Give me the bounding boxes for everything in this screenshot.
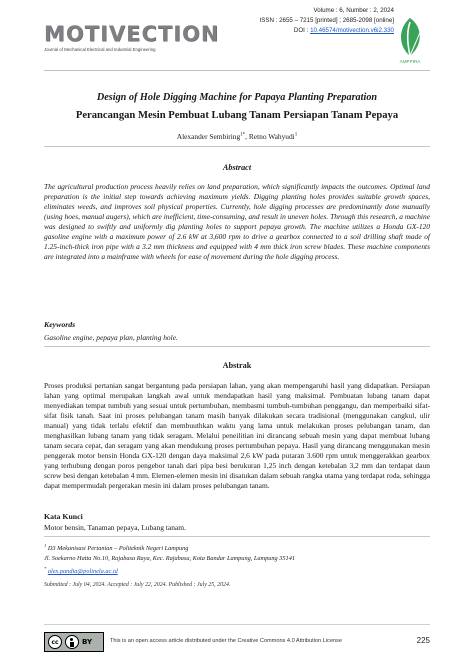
author-1: Alexander Sembiring xyxy=(176,132,241,141)
divider-1 xyxy=(44,146,430,147)
divider-2 xyxy=(44,346,430,347)
cc-license-badge[interactable] xyxy=(44,632,104,652)
doi-label: DOI : xyxy=(293,27,311,34)
page-number: 225 xyxy=(416,636,430,645)
issn-line: ISSN : 2655 – 7215 [printed] ; 2685-2098 [online] xyxy=(259,17,394,24)
partner-label: AMPPIRA xyxy=(399,59,421,64)
partner-logo xyxy=(392,16,428,64)
volume-line: Volume : 6, Number : 2, 2024 xyxy=(313,7,394,14)
email-link[interactable]: alex.pandia@polinela.ac.id xyxy=(47,568,118,576)
footer-divider xyxy=(44,624,430,625)
kata-kunci-heading: Kata Kunci xyxy=(44,512,83,521)
by-label: BY xyxy=(82,638,93,646)
logo-wordmark: MOTIVECTION xyxy=(44,22,220,46)
affiliation-sup: 1 xyxy=(44,543,47,548)
journal-logo xyxy=(44,22,220,64)
affiliation xyxy=(44,541,430,564)
affiliation-line-1: $^1$ D3 Mekanisasi Pertanian – Politeknik Negeri Lampung xyxy=(44,543,189,553)
kata-kunci-text: Motor bensin, Tanaman pepaya, Lubang tanam. xyxy=(44,523,186,532)
journal-meta xyxy=(259,6,394,36)
correspondence-email xyxy=(44,566,118,575)
abstrak-heading: Abstrak xyxy=(222,361,252,370)
publication-dates: Submitted : July 04, 2024. Accepted : July 22, 2024. Published : July 25, 2024. xyxy=(44,582,231,588)
keywords-text: Gasoline engine, pepaya plan, planting hole. xyxy=(44,333,178,342)
divider-3 xyxy=(44,536,430,537)
attribution-icon xyxy=(65,635,79,649)
title-indonesian: Perancangan Mesin Pembuat Lubang Tanam Persiapan Tanam Pepaya xyxy=(75,110,399,121)
author-2: , Retno Wahyudi xyxy=(245,132,295,141)
header-divider xyxy=(44,70,430,71)
author-1-sup: 1* xyxy=(240,132,246,138)
keywords-heading: Keywords xyxy=(44,320,76,329)
affiliation-line-2: Jl. Soekarno Hatta No.10, Rajabasa Raya, Kec. Rajabasa, Kota Bandar Lampung, Lampung 35141 xyxy=(44,555,295,563)
license-text: This is an open access article distributed under the Creative Commons 4.0 Attribution License xyxy=(110,638,342,644)
email-sup: * xyxy=(44,566,47,571)
abstract-body: The agricultural production process heavily relies on land preparation, which significantly impacts the outcomes. Optimal land preparation is the initial step towards achieving maximum yields. Digging planting holes provides suitable growth spaces, eliminates weeds, and improves soil physical properties. Currently, hole digging processes are predominantly done manually (using hoes, manual augers), which are inefficient, time-consuming, and result in uneven holes. Through this research, a machine was designed to swiftly and uniformly dig planting holes to support pepaya growth. The machine utilizes a Honda GX-120 gasoline engine with a maximum power of 2.6 kW at 3,600 rpm to drive a gearbox connected to a soil drilling shaft made of 1.25-inch-thick iron pipe with a 3.2 mm thickness and equipped with 4 mm thick iron screw blades. These machine components are integrated into a mainframe with wheels for ease of movement during the hole digging process. xyxy=(44,182,430,262)
author-line xyxy=(30,132,444,141)
cc-icon: cc xyxy=(48,635,62,649)
doi-line xyxy=(259,26,394,36)
abstrak-body: Proses produksi pertanian sangat bergantung pada persiapan lahan, yang akan mempengaruhi hasil yang didapatkan. Persiapan lahan yang optimal merupakan langkah awal untuk mendapatkan hasil yang maksimal. Pembuatan lubang tanam dapat menyediakan tempat tumbuh yang sesuai untuk pertumbuhan, membasmi tumbuh-tumbuhan penggangu, dan memperbaiki sifat-sifat fisik tanah. Saat ini proses pelubangan tanam masih banyak dilakukan secara tradisional (menggunakan cangkul, ulir manual) yang tidak terlalu efektif dan membuuthkan waktu yang lama untuk melakukan proses pelubangan tanam, dan menghasilkan lubang tanam yang tidak seragam. Melalui peneilitian ini dirancang sebuah mesin yang dapat membuat lubang tanam secara cepat, dan seragam yang akan mendukung proses pertumbuhan pepaya. Hasil yang dirancang menggunakan mesin penggerak motor bensin Honda GX-120 dengan daya maksimal 2,6 kW pada putaran 3.600 rpm untuk menggerakkan gearbox yang terhubung dengan poros pengebor tanah dari pipa besi berukuran 1,25 inch dengan ketebalan 3,2 mm dan terdapat daun screw besi dengan ketebalan 4 mm. Elemen-elemen mesin ini disatukan dalam sebuah rangka utama yang terdapat roda, sehingga dapat mempermudah pergerakan mesin ini dalam proses pelubangan tanam. xyxy=(44,381,430,491)
abstract-heading: Abstract xyxy=(222,163,252,172)
leaf-icon xyxy=(392,16,428,64)
author-2-sup: 1 xyxy=(294,132,298,138)
logo-subtitle: Journal of Mechanical Electrical and Industrial Engineering xyxy=(44,47,156,52)
title-english: Design of Hole Digging Machine for Papaya Planting Preparation xyxy=(96,92,378,103)
doi-link[interactable]: 10.46574/motivection.v6i2.330 xyxy=(310,27,394,34)
